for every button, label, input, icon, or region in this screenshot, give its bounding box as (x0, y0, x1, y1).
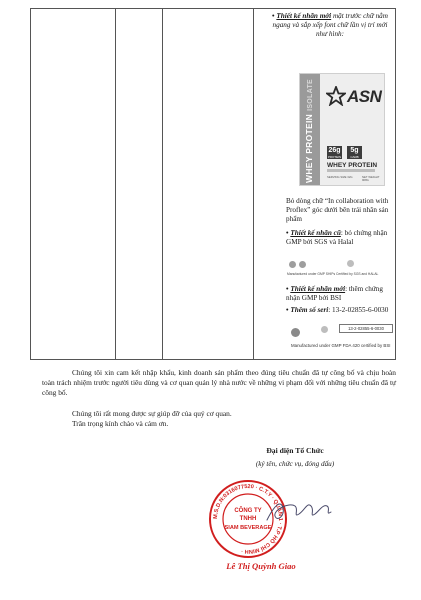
label-side-text: WHEY PROTEIN (304, 113, 315, 183)
label-subtitle-bar (327, 169, 375, 172)
label-serving-size: SERVING SIZE 32G (327, 175, 353, 179)
table-column-divider (115, 9, 116, 359)
label-product-name: WHEY PROTEIN (327, 162, 378, 169)
stamp-line2: TNHH (239, 516, 257, 522)
serial-box: 13-2-02855-6-0030 (339, 324, 393, 333)
gmp-cert-icon (321, 326, 328, 333)
protein-badge (327, 146, 342, 159)
serial-note: • Thêm số seri: 13-2-02855-6-0030 (286, 306, 389, 314)
old-design-label: Thiết kế nhãn cũ (290, 229, 341, 237)
table-column-divider (253, 9, 254, 359)
closing-paragraph: Trân trọng kính chào và cảm ơn. (72, 419, 169, 428)
old-cert-caption: Manufactured under GMP SHIPs Certified by SGS and HALAL (287, 272, 379, 276)
representative-title: Đại diện Tổ Chức (266, 446, 324, 455)
gmp-fda-caption: Manufactured under GMP FDA 420 certified by BSI (291, 343, 391, 348)
protein-label: PROTEIN (327, 155, 342, 159)
new-design-note: • Thiết kế nhãn mới: thêm chứng nhận GMP bởi BSI (286, 285, 383, 302)
remove-collab-text: Bỏ dòng chữ “In collaboration with Proflex” góc dưới bên trái nhãn sản phẩm (286, 197, 389, 223)
carb-label: CARB (350, 155, 359, 159)
old-certification-strip (287, 259, 393, 279)
old-design-text: : bỏ chứng nhận GMP bởi SGS và Halal (286, 229, 388, 246)
handwritten-signature-icon (265, 496, 335, 526)
commitment-paragraph: Chúng tôi xin cam kết nhập khẩu, kinh doanh sản phẩm theo đúng tiêu chuẩn đã tự công bố và chịu hoàn toàn trách nhiệm trước người tiêu dùng và cơ quan quản lý nhà nước về những vi phạm đối với những tiêu chuẩn đã tự công bố. (42, 368, 396, 397)
label-net-weight: NET WEIGHT 908G (362, 175, 380, 183)
new-design-heading: • Thiết kế nhãn mới mặt trước chữ nằm ngang và sắp xếp font chữ lần vị trí mới như hình: (272, 12, 388, 38)
product-label-image (299, 73, 385, 186)
label-brand: ASN (347, 87, 382, 106)
stamp-line3: SIAM BEVERAGE (224, 525, 272, 531)
label-change-table (30, 8, 396, 360)
carb-badge (347, 146, 362, 159)
bsi-cert-icon (291, 328, 300, 337)
label-side-band (300, 74, 320, 186)
old-design-note: • Thiết kế nhãn cũ: bỏ chứng nhận GMP bởi SGS và Halal (286, 229, 388, 246)
request-paragraph: Chúng tôi rất mong được sự giúp đỡ của quý cơ quan. (72, 409, 232, 418)
protein-value: 26g (328, 147, 341, 154)
new-design-label: Thiết kế nhãn mới (290, 285, 346, 293)
gmp-cert-icon (347, 260, 354, 267)
table-column-divider (162, 9, 163, 359)
stamp-ring-text: M.S.D.N:0316077520 · C.T.Y · QUẬN 1 · T.P HỒ CHÍ MINH · (212, 483, 284, 555)
signer-name: Lê Thị Quỳnh Giao (226, 561, 296, 571)
new-design-text: : thêm chứng nhận GMP bởi BSI (286, 285, 383, 302)
stamp-line1: CÔNG TY (234, 508, 262, 514)
label-side-sub: ISOLATE (307, 78, 315, 111)
change-description-cell (255, 9, 395, 359)
carb-value: 5g (350, 147, 359, 154)
asn-star-logo-icon (326, 86, 346, 106)
sgs-cert-icon (289, 261, 296, 268)
serial-label: Thêm số seri (290, 306, 329, 314)
halal-cert-icon (299, 261, 306, 268)
new-certification-strip (287, 322, 393, 356)
serial-value: : 13-2-02855-6-0030 (328, 306, 389, 314)
representative-note: (ký tên, chức vụ, đóng dấu) (255, 460, 335, 468)
